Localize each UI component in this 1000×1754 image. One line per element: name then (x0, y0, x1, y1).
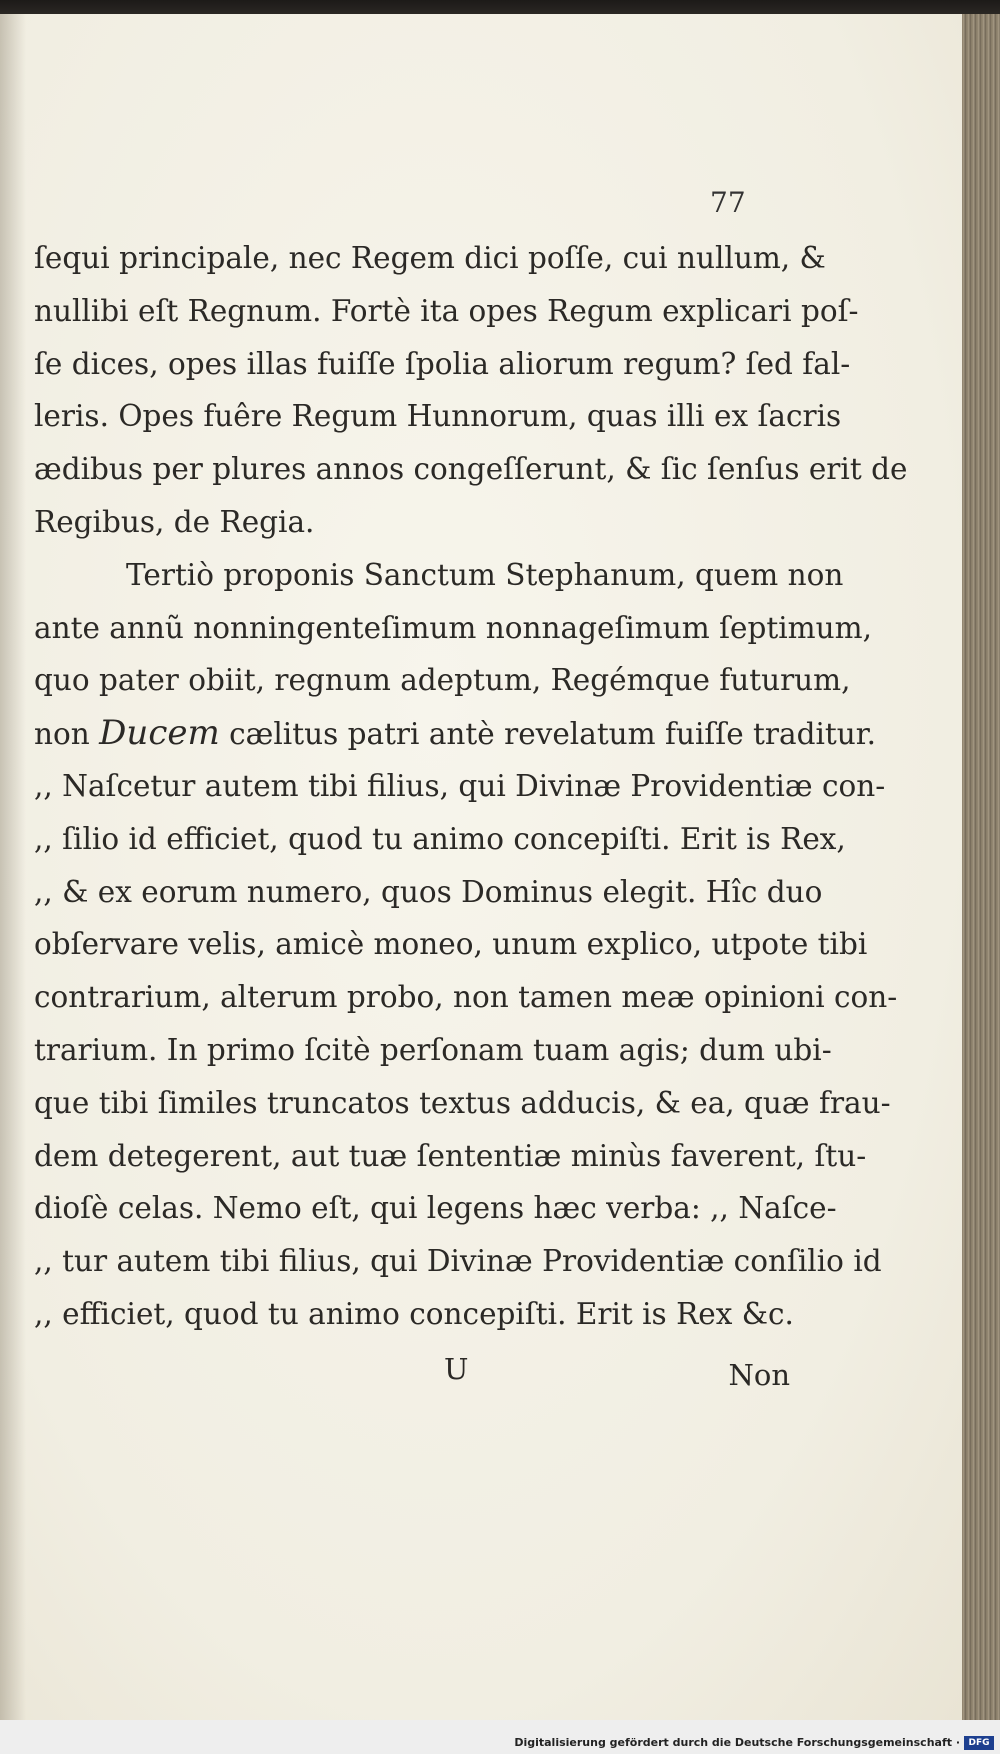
text-line: ſequi principale, nec Regem dici poſſe, cui nullum, & (34, 241, 826, 275)
text-line: ,, Naſcetur autem tibi filius, qui Divinæ Providentiæ con- (34, 768, 886, 803)
text-line: dioſè celas. Nemo eſt, qui legens hæc verba: ,, Naſce- (34, 1191, 837, 1226)
line-prefix: non (34, 717, 90, 752)
text-line: ædibus per plures annos congeſſerunt, & ſic ſenſus erit de (34, 452, 908, 487)
spine-shadow (0, 14, 26, 1720)
text-line-ducem (34, 707, 877, 760)
text-line: ,, & ex eorum numero, quos Dominus elegit. Hîc duo (34, 874, 823, 909)
text-line: ante annũ nonningenteſimum nonnageſimum ſeptimum, (34, 610, 872, 645)
text-line: nullibi eſt Regnum. Fortè ita opes Regum explicari poſ- (34, 293, 859, 328)
italic-word-ducem: Ducem (99, 713, 220, 754)
page-foot (34, 1352, 790, 1402)
text-line: Regibus, de Regia. (34, 504, 315, 539)
page-edges (962, 14, 1000, 1720)
footer-credit: Digitalisierung gefördert durch die Deutsche Forschungsgemeinschaft · (514, 1736, 960, 1749)
text-line: quo pater obiit, regnum adeptum, Regémque futurum, (34, 663, 851, 698)
text-line: Tertiò proponis Sanctum Stephanum, quem non (126, 557, 844, 592)
text-line: ,, tur autem tibi filius, qui Divinæ Providentiæ conſilio id (34, 1244, 882, 1279)
text-line: obſervare velis, amicè moneo, unum explico, utpote tibi (34, 927, 868, 962)
page-number: 77 (710, 186, 746, 219)
text-line: ,, ſilio id efficiet, quod tu animo concepiſti. Erit is Rex, (34, 821, 846, 856)
line-rest: cælitus patri antè revelatum fuiſſe traditur. (229, 717, 877, 752)
catchword: Non (728, 1358, 790, 1392)
text-line: trarium. In primo ſcitè perſonam tuam agis; dum ubi- (34, 1032, 832, 1067)
body-text (34, 232, 908, 1341)
dfg-logo-icon: DFG (964, 1736, 994, 1750)
text-line: que tibi ſimiles truncatos textus adducis, & ea, quæ frau- (34, 1085, 891, 1120)
text-line: dem detegerent, aut tuæ ſententiæ minùs faverent, ſtu- (34, 1138, 867, 1173)
text-line: ,, efficiet, quod tu animo concepiſti. Erit is Rex &c. (34, 1296, 794, 1331)
text-line: contrarium, alterum probo, non tamen meæ opinioni con- (34, 980, 898, 1015)
signature-mark: U (444, 1352, 469, 1386)
text-line: leris. Opes fuêre Regum Hunnorum, quas illi ex ſacris (34, 399, 842, 434)
text-line: ſe dices, opes illas fuiſſe ſpolia aliorum regum? ſed fal- (34, 346, 851, 381)
